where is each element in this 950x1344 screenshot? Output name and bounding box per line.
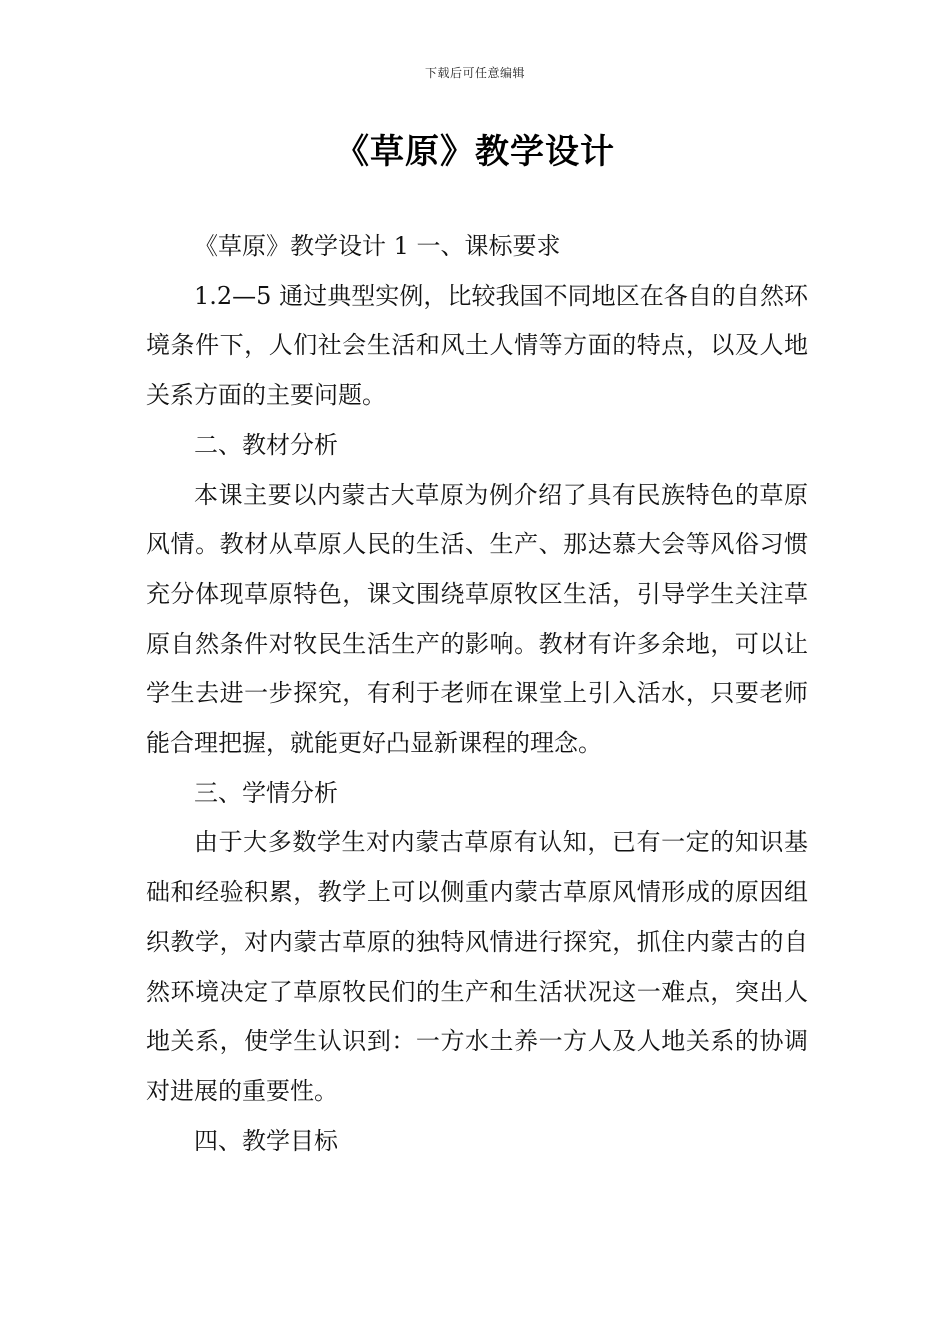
paragraph-course-standard: 1.2—5 通过典型实例，比较我国不同地区在各自的自然环境条件下，人们社会生活和风土人情等方面的特点，以及人地关系方面的主要问题。: [146, 281, 808, 410]
page-header-note: 下载后可任意编辑: [424, 66, 525, 80]
document-title: 《草原》教学设计: [335, 132, 615, 172]
paragraph-course-standard-heading: 《草原》教学设计 1 一、课标要求: [194, 232, 561, 260]
paragraph-material-analysis: 本课主要以内蒙古大草原为例介绍了具有民族特色的草原风情。教材从草原人民的生活、生产、那达慕大会等风俗习惯充分体现草原特色，课文围绕草原牧区生活，引导学生关注草原自然条件对牧民生活生产的影响。教材有许多余地，可以让学生去进一步探究，有利于老师在课堂上引入活水，只要老师能合理把握，就能更好凸显新课程的理念。: [146, 480, 808, 758]
section-heading-material-analysis: 二、教材分析: [194, 430, 338, 459]
document-body: [146, 222, 808, 1166]
section-heading-teaching-goals: 四、教学目标: [194, 1126, 338, 1155]
paragraph-student-analysis: 由于大多数学生对内蒙古草原有认知，已有一定的知识基础和经验积累，教学上可以侧重内蒙古草原风情形成的原因组织教学，对内蒙古草原的独特风情进行探究，抓住内蒙古的自然环境决定了草原牧民们的生产和生活状况这一难点，突出人地关系，使学生认识到：一方水土养一方人及人地关系的协调对进展的重要性。: [146, 828, 808, 1105]
section-heading-student-analysis: 三、学情分析: [194, 778, 338, 807]
